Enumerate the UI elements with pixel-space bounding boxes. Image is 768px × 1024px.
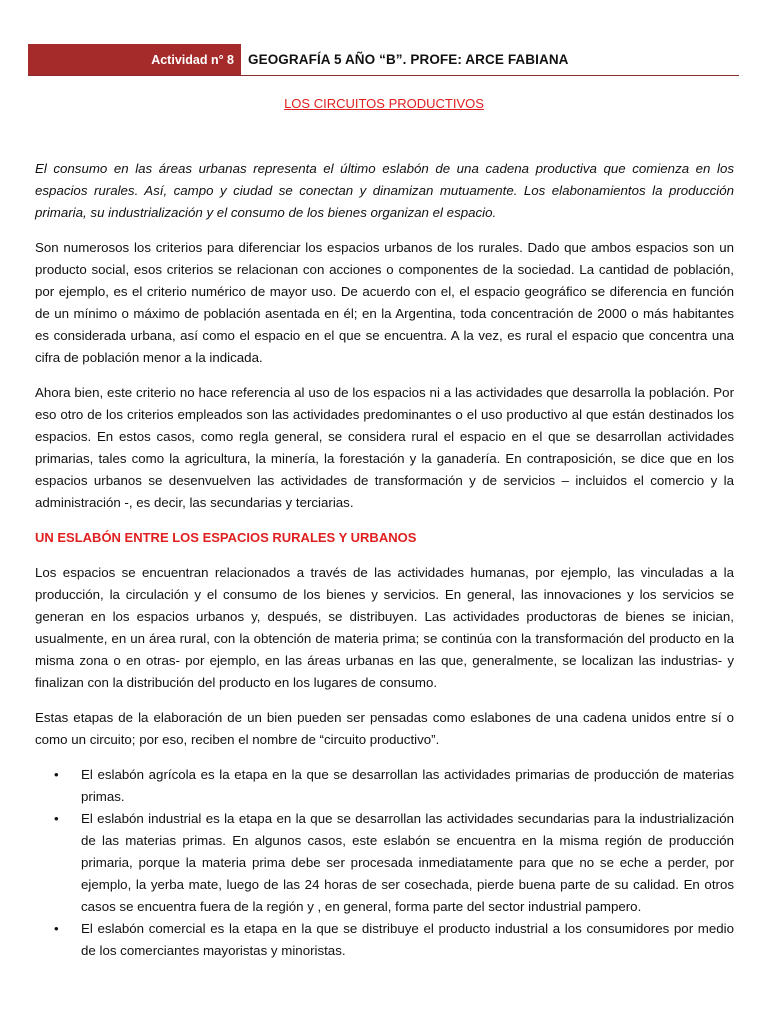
paragraph-activities: Ahora bien, este criterio no hace referencia al uso de los espacios ni a las actividades que desarrolla la población. Por eso otro de los criterios empleados son las actividades predominantes o el uso productivo al que están destinados los espacios. En estos casos, como regla general, se considera rural el espacio en el que se desarrollan actividades primarias, tales como la agricultura, la minería, la forestación y la ganadería. En contraposición, se dice que en los espacios urbanos se desenvuelven las actividades de transformación y de servicios – incluidos el comercio y la administración -, es decir, las secundarias y terciarias. [35, 385, 734, 510]
section-heading: UN ESLABÓN ENTRE LOS ESPACIOS RURALES Y URBANOS [35, 530, 417, 545]
list-item-text: El eslabón comercial es la etapa en la que se distribuye el producto industrial a los consumidores por medio de los comerciantes mayoristas y minoristas. [81, 921, 734, 958]
list-item-text: El eslabón agrícola es la etapa en la que se desarrollan las actividades primarias de producción de materias primas. [81, 767, 734, 804]
paragraph-criteria: Son numerosos los criterios para diferenciar los espacios urbanos de los rurales. Dado que ambos espacios son un producto social, esos criterios se relacionan con acciones o componentes de la sociedad. La cantidad de población, por ejemplo, es el criterio numérico de mayor uso. De acuerdo con el, el espacio geográfico se diferencia en función de un mínimo o máximo de población asentada en él; en la Argentina, toda concentración de 2000 o más habitantes es considerada urbana, así como el espacio en el que se encuentra. A la vez, es rural el espacio que concentra una cifra de población menor a la indicada. [35, 240, 734, 365]
header-bar [28, 44, 739, 76]
list-item-text: El eslabón industrial es la etapa en la que se desarrollan las actividades secundarias para la industrialización de las materias primas. En algunos casos, este eslabón se encuentra en la misma región de producción primaria, porque la materia prima debe ser procesada inmediatamente para que no se eche a perder, por ejemplo, la yerba mate, luego de las 24 horas de ser cosechada, pierde buena parte de su calidad. En otros casos se encuentra fuera de la región y , en general, forma parte del sector industrial pampero. [81, 811, 734, 914]
bullet-icon: • [54, 767, 59, 782]
document-title: LOS CIRCUITOS PRODUCTIVOS [284, 96, 484, 111]
activity-label: Actividad n° 8 [28, 44, 241, 75]
document-body [35, 158, 734, 962]
paragraph-circuit: Estas etapas de la elaboración de un bien pueden ser pensadas como eslabones de una cadena unidos entre sí o como un circuito; por eso, reciben el nombre de “circuito productivo”. [35, 710, 734, 747]
list-item [35, 808, 734, 918]
bullet-list [35, 764, 734, 962]
intro-paragraph: El consumo en las áreas urbanas representa el último eslabón de una cadena productiva que comienza en los espacios rurales. Así, campo y ciudad se conectan y dinamizan mutuamente. Los elabonamientos la producción primaria, su industrialización y el consumo de los bienes organizan el espacio. [35, 161, 734, 220]
paragraph-relations: Los espacios se encuentran relacionados a través de las actividades humanas, por ejemplo, las vinculadas a la producción, la circulación y el consumo de los bienes y servicios. En general, las innovaciones y los servicios se generan en los espacios urbanos y, después, se distribuyen. Las actividades productoras de bienes se inician, usualmente, en un área rural, con la obtención de materia prima; se continúa con la transformación del producto en la misma zona o en otras- por ejemplo, en las áreas urbanas en las que, generalmente, se localizan las industrias- y finalizan con la distribución del producto en los lugares de consumo. [35, 565, 734, 690]
list-item [35, 764, 734, 808]
bullet-icon: • [54, 921, 59, 936]
bullet-icon: • [54, 811, 59, 826]
list-item [35, 918, 734, 962]
header-title: GEOGRAFÍA 5 AÑO “B”. PROFE: ARCE FABIANA [248, 52, 569, 67]
